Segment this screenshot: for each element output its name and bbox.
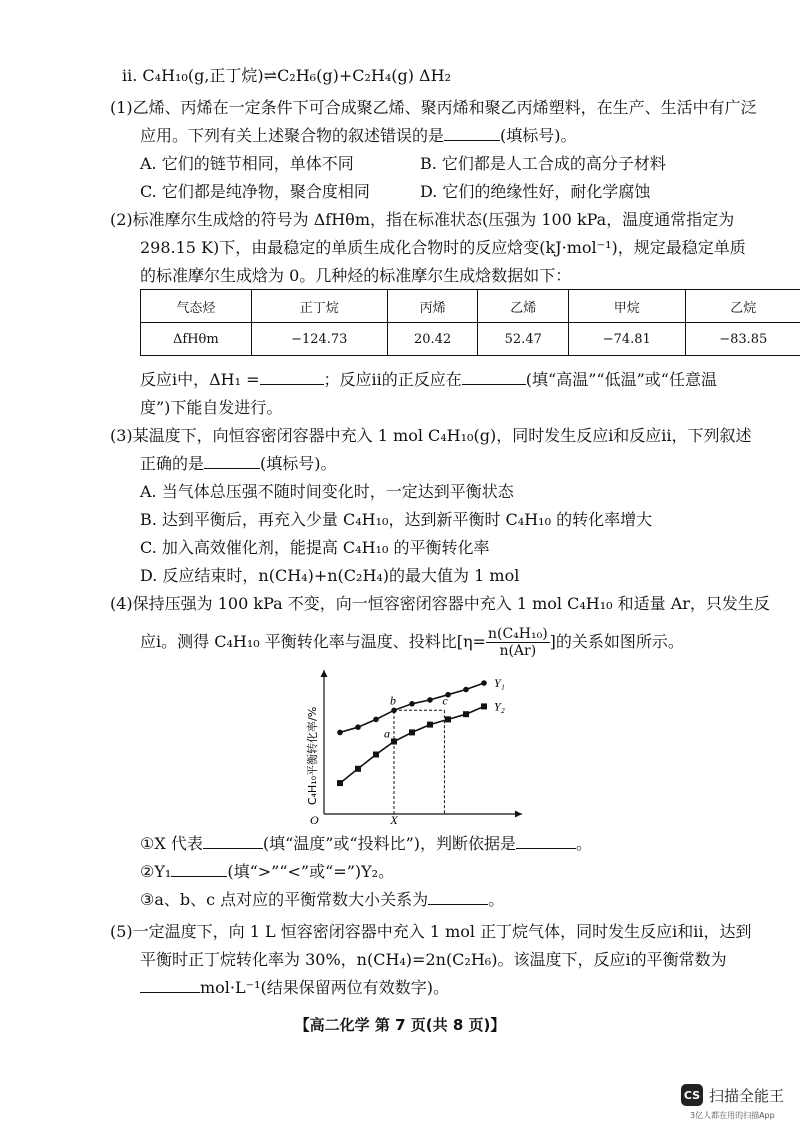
q3-line-2b: (填标号)。 xyxy=(260,454,337,473)
reaction-ii: ⅱ. C₄H₁₀(g,正丁烷)⇌C₂H₆(g)+C₂H₄(g) ΔH₂ xyxy=(122,66,451,85)
q4-line-1: (4)保持压强为 100 kPa 不变，向一恒容密闭容器中充入 1 mol C₄H₁₀ 和适量 Ar，只发生反 xyxy=(110,594,770,613)
table-row-label: ΔfHθm xyxy=(141,323,252,356)
answer-blank[interactable] xyxy=(203,834,263,849)
data-point xyxy=(355,766,361,772)
data-point xyxy=(409,701,415,707)
q3-line-2a: 正确的是 xyxy=(140,454,205,473)
data-point xyxy=(463,687,469,693)
data-point xyxy=(445,716,451,722)
q1-stem-2a: 应用。下列有关上述聚合物的叙述错误的是 xyxy=(140,126,445,145)
point-label-b: b xyxy=(390,693,396,708)
q3-line-2 xyxy=(140,454,337,474)
q4-sub-3 xyxy=(140,890,504,910)
q3-option-a: A. 当气体总压强不随时间变化时，一定达到平衡状态 xyxy=(140,482,514,501)
q4-sub-3a: ③a、b、c 点对应的平衡常数大小关系为 xyxy=(140,890,429,909)
q4-sub-1c: 。 xyxy=(576,834,593,853)
scanner-slogan: 3亿人都在用的扫描App xyxy=(690,1111,775,1120)
answer-blank[interactable] xyxy=(204,454,260,469)
q2-line-1: (2)标准摩尔生成焓的符号为 ΔfHθm，指在标准状态(压强为 100 kPa，温度通常指定为 xyxy=(110,210,735,229)
enthalpy-table xyxy=(140,289,800,356)
table-header-cell: 乙烷 xyxy=(685,290,800,323)
table-cell: 20.42 xyxy=(387,323,478,356)
table-header-cell: 乙烯 xyxy=(478,290,569,323)
answer-blank[interactable] xyxy=(171,862,227,877)
q2-line-4 xyxy=(140,370,717,390)
table-header-cell: 正丁烷 xyxy=(251,290,387,323)
table-header-cell: 甲烷 xyxy=(569,290,685,323)
point-label-c: c xyxy=(442,693,448,708)
table-cell: 52.47 xyxy=(478,323,569,356)
camscanner-icon: CS xyxy=(681,1084,703,1106)
table-cell: −74.81 xyxy=(569,323,685,356)
data-point xyxy=(409,729,415,735)
q1-option-d: D. 它们的绝缘性好，耐化学腐蚀 xyxy=(420,182,651,201)
q3-line-1: (3)某温度下，向恒容密闭容器中充入 1 mol C₄H₁₀(g)，同时发生反应ⅰ和反应ⅱ，下列叙述 xyxy=(110,426,752,445)
q2-line-4b: ；反应ⅱ的正反应在 xyxy=(323,370,462,389)
q4-line-2b: ]的关系如图所示。 xyxy=(549,632,684,651)
series-line-2 xyxy=(340,706,484,783)
origin-label: O xyxy=(310,813,319,827)
q4-sub-1b: (填“温度”或“投料比”)，判断依据是 xyxy=(262,834,517,853)
data-point xyxy=(391,739,397,745)
q4-sub-1a: ①X 代表 xyxy=(140,834,203,853)
data-point xyxy=(463,711,469,717)
q4-line-2a: 应ⅰ。测得 C₄H₁₀ 平衡转化率与温度、投料比[η= xyxy=(140,632,486,651)
q4-sub-1 xyxy=(140,834,592,854)
q3-option-b: B. 达到平衡后，再充入少量 C₄H₁₀，达到新平衡时 C₄H₁₀ 的转化率增大 xyxy=(140,510,653,529)
fraction-denominator: n(Ar) xyxy=(499,643,537,659)
q2-line-5: 度”)下能自发进行。 xyxy=(140,398,283,417)
q2-line-3: 的标准摩尔生成焓为 0。几种烃的标准摩尔生成焓数据如下： xyxy=(140,266,572,285)
page-footer: 【高二化学 第 7 页(共 8 页)】 xyxy=(294,1016,506,1034)
q4-sub-3b: 。 xyxy=(488,890,505,909)
q4-sub-2b: (填“>”“<”或“=”)Y₂。 xyxy=(227,862,395,881)
q3-option-d: D. 反应结束时，n(CH₄)+n(C₂H₄)的最大值为 1 mol xyxy=(140,566,520,585)
q3-option-c: C. 加入高效催化剂，能提高 C₄H₁₀ 的平衡转化率 xyxy=(140,538,490,557)
data-point xyxy=(373,752,379,758)
answer-blank[interactable] xyxy=(260,370,324,385)
data-point xyxy=(427,722,433,728)
conversion-chart xyxy=(296,664,536,828)
ratio-fraction xyxy=(486,626,550,659)
data-point xyxy=(355,724,361,730)
data-point xyxy=(337,780,343,786)
series-label: Y₂ xyxy=(494,699,505,714)
data-point xyxy=(337,730,343,736)
q1-stem-2 xyxy=(140,126,577,146)
data-point xyxy=(391,708,397,714)
data-point xyxy=(481,680,487,686)
table-header-cell: 气态烃 xyxy=(141,290,252,323)
series-label: Y₁ xyxy=(494,676,505,690)
data-point xyxy=(427,697,433,703)
table-row xyxy=(141,323,800,356)
q5-line-3-text: mol·L⁻¹(结果保留两位有效数字)。 xyxy=(200,978,449,997)
answer-blank[interactable] xyxy=(428,890,488,905)
q2-line-4c: (填“高温”“低温”或“任意温 xyxy=(525,370,717,389)
q4-sub-2 xyxy=(140,862,394,882)
q1-stem-2b: (填标号)。 xyxy=(500,126,577,145)
scanner-name: 扫描全能王 xyxy=(709,1086,785,1105)
q5-line-2: 平衡时正丁烷转化率为 30%，n(CH₄)=2n(C₂H₆)。该温度下，反应ⅰ的平衡常数为 xyxy=(140,950,727,969)
answer-blank[interactable] xyxy=(462,370,526,385)
q4-line-2 xyxy=(140,624,684,660)
series-line-1 xyxy=(340,683,484,732)
data-point xyxy=(481,703,487,709)
data-point xyxy=(373,717,379,723)
q2-line-4a: 反应ⅰ中，ΔH₁ = xyxy=(140,370,260,389)
q1-option-a: A. 它们的链节相同，单体不同 xyxy=(140,154,354,173)
q1-stem: (1)乙烯、丙烯在一定条件下可合成聚乙烯、聚丙烯和聚乙丙烯塑料，在生产、生活中有广泛 xyxy=(110,98,757,117)
table-cell: −83.85 xyxy=(685,323,800,356)
answer-blank[interactable] xyxy=(444,126,500,141)
q5-line-3 xyxy=(140,978,449,998)
scanner-logo xyxy=(681,1084,784,1106)
table-cell: −124.73 xyxy=(251,323,387,356)
x-tick-label: X xyxy=(390,813,398,827)
q2-line-2: 298.15 K)下，由最稳定的单质生成化合物时的反应焓变(kJ·mol⁻¹)，规定最稳定单质 xyxy=(140,238,746,257)
q5-line-1: (5)一定温度下，向 1 L 恒容密闭容器中充入 1 mol 正丁烷气体，同时发生反应ⅰ和ⅱ，达到 xyxy=(110,922,752,941)
q1-option-c: C. 它们都是纯净物，聚合度相同 xyxy=(140,182,370,201)
y-axis-label: C₄H₁₀平衡转化率/% xyxy=(306,706,319,806)
answer-blank[interactable] xyxy=(140,978,200,993)
table-header-cell: 丙烯 xyxy=(387,290,478,323)
q4-sub-2a: ②Y₁ xyxy=(140,862,172,881)
table-header-row xyxy=(141,290,800,323)
fraction-numerator: n(C₄H₁₀) xyxy=(487,626,548,642)
point-label-a: a xyxy=(384,726,390,741)
q1-option-b: B. 它们都是人工合成的高分子材料 xyxy=(420,154,666,173)
answer-blank[interactable] xyxy=(516,834,576,849)
